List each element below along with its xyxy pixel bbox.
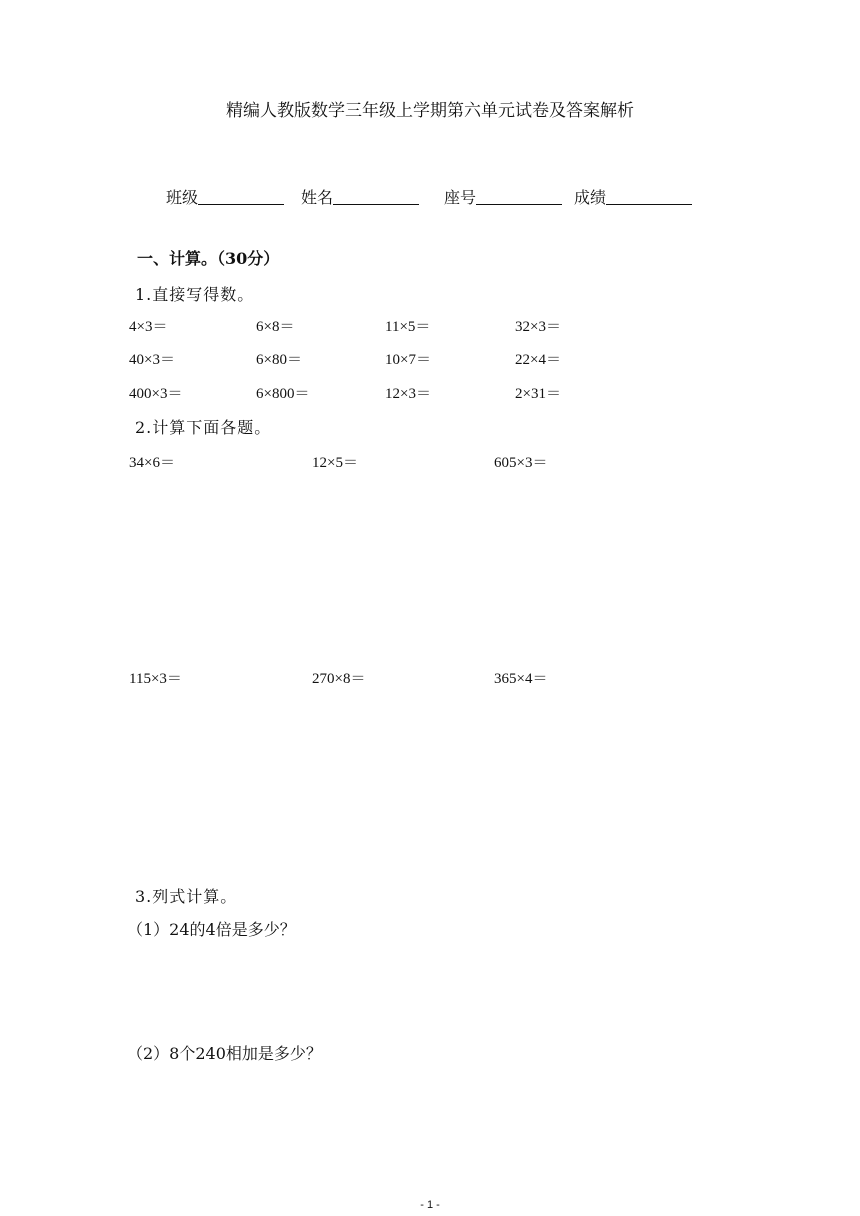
score-blank[interactable]: [606, 188, 692, 205]
q1-expression: 6×8＝: [256, 319, 295, 335]
seat-label: 座号: [444, 188, 477, 207]
name-field[interactable]: [301, 185, 419, 208]
q1-expression: 11×5＝: [385, 319, 431, 335]
q1-expression: 40×3＝: [129, 352, 175, 368]
q3-item-1: （1）24的4倍是多少？: [127, 920, 296, 939]
q1-expression: 4×3＝: [129, 319, 168, 335]
q1-expression: 12×3＝: [385, 386, 431, 402]
seat-blank[interactable]: [476, 188, 562, 205]
q2-expression: 605×3＝: [494, 455, 548, 471]
question-1-label: 1.直接写得数。: [135, 285, 255, 304]
class-field[interactable]: [166, 185, 284, 208]
q2-expression: 115×3＝: [129, 671, 182, 687]
q1-expression: 22×4＝: [515, 352, 561, 368]
q1-expression: 32×3＝: [515, 319, 561, 335]
score-field[interactable]: [574, 185, 692, 208]
question-3-label: 3.列式计算。: [135, 887, 238, 906]
name-blank[interactable]: [333, 188, 419, 205]
question-2-label: 2.计算下面各题。: [135, 418, 272, 437]
score-label: 成绩: [574, 188, 607, 207]
section-heading: 一、计算。（30分）: [137, 249, 280, 268]
q2-expression: 34×6＝: [129, 455, 175, 471]
q2-expression: 365×4＝: [494, 671, 548, 687]
q1-expression: 2×31＝: [515, 386, 561, 402]
q1-expression: 10×7＝: [385, 352, 431, 368]
q1-expression: 400×3＝: [129, 386, 183, 402]
q3-item-2: （2）8个240相加是多少？: [127, 1044, 322, 1063]
q2-expression: 270×8＝: [312, 671, 366, 687]
page-number: - 1 -: [420, 1199, 440, 1211]
page-title: 精编人教版数学三年级上学期第六单元试卷及答案解析: [226, 101, 634, 121]
q2-expression: 12×5＝: [312, 455, 358, 471]
q1-expression: 6×800＝: [256, 386, 310, 402]
name-label: 姓名: [301, 188, 334, 207]
class-label: 班级: [166, 188, 199, 207]
q1-expression: 6×80＝: [256, 352, 302, 368]
seat-field[interactable]: [444, 185, 562, 208]
class-blank[interactable]: [198, 188, 284, 205]
